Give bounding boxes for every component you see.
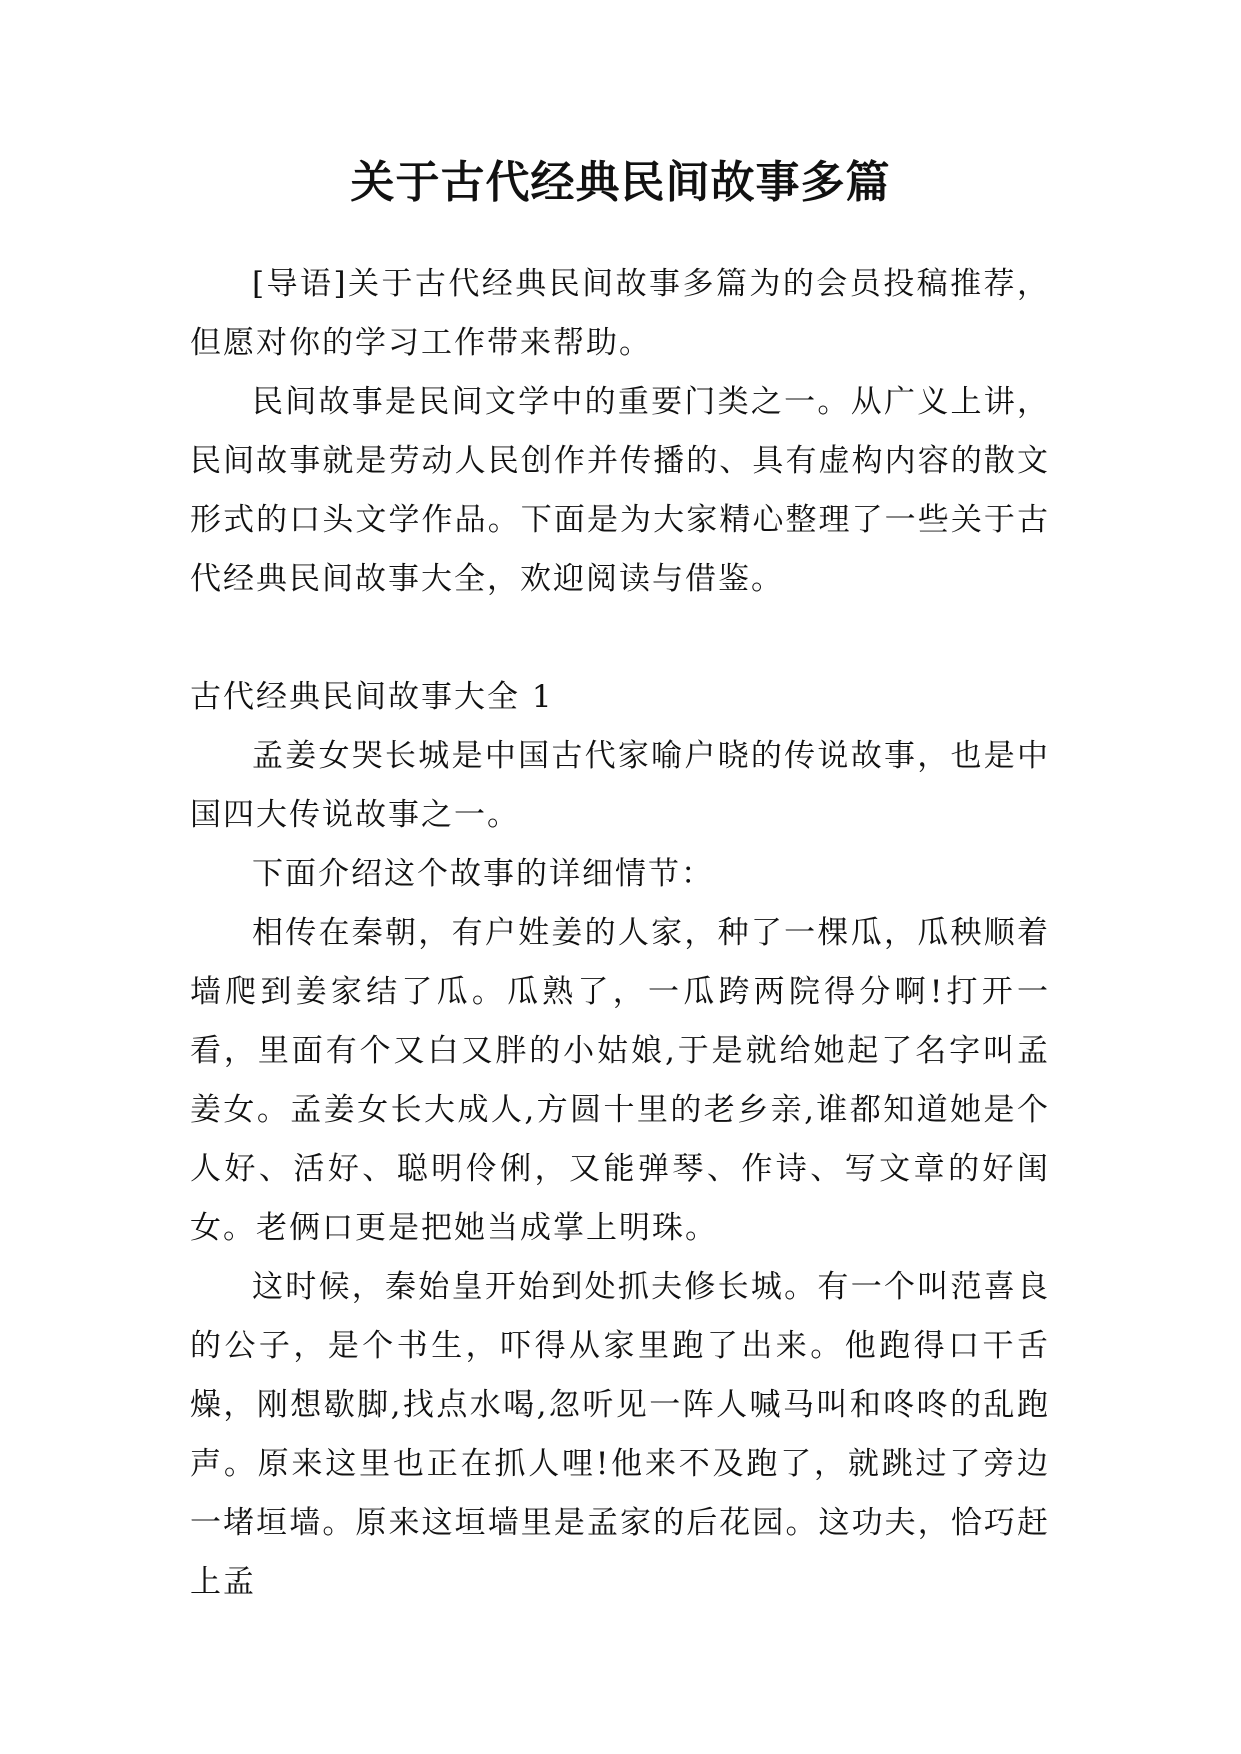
story-paragraph: 孟姜女哭长城是中国古代家喻户晓的传说故事，也是中国四大传说故事之一。	[190, 738, 1050, 833]
story-paragraph: 这时候，秦始皇开始到处抓夫修长城。有一个叫范喜良的公子，是个书生，吓得从家里跑了出来。他跑得口干舌燥，刚想歇脚,找点水喝,忽听见一阵人喊马叫和咚咚的乱跑声。原来这里也正在抓人哩!他来不及跑了，就跳过了旁边一堵垣墙。原来这垣墙里是孟家的后花园。这功夫，恰巧赶上孟	[190, 1269, 1050, 1600]
intro-paragraph: [导语]关于古代经典民间故事多篇为的会员投稿推荐，但愿对你的学习工作带来帮助。	[190, 266, 1050, 361]
story-paragraph: 相传在秦朝，有户姓姜的人家，种了一棵瓜，瓜秧顺着墙爬到姜家结了瓜。瓜熟了，一瓜跨两院得分啊!打开一看，里面有个又白又胖的小姑娘,于是就给她起了名字叫孟姜女。孟姜女长大成人,方圆十里的老乡亲,谁都知道她是个人好、活好、聪明伶俐，又能弹琴、作诗、写文章的好闺女。老俩口更是把她当成掌上明珠。	[190, 915, 1050, 1246]
document-body	[190, 255, 1050, 1612]
story-paragraph: 下面介绍这个故事的详细情节：	[252, 856, 714, 892]
section-heading: 古代经典民间故事大全 1	[190, 679, 554, 715]
document-title: 关于古代经典民间故事多篇	[350, 157, 891, 208]
overview-paragraph: 民间故事是民间文学中的重要门类之一。从广义上讲，民间故事就是劳动人民创作并传播的、具有虚构内容的散文形式的口头文学作品。下面是为大家精心整理了一些关于古代经典民间故事大全，欢迎阅读与借鉴。	[190, 384, 1050, 597]
